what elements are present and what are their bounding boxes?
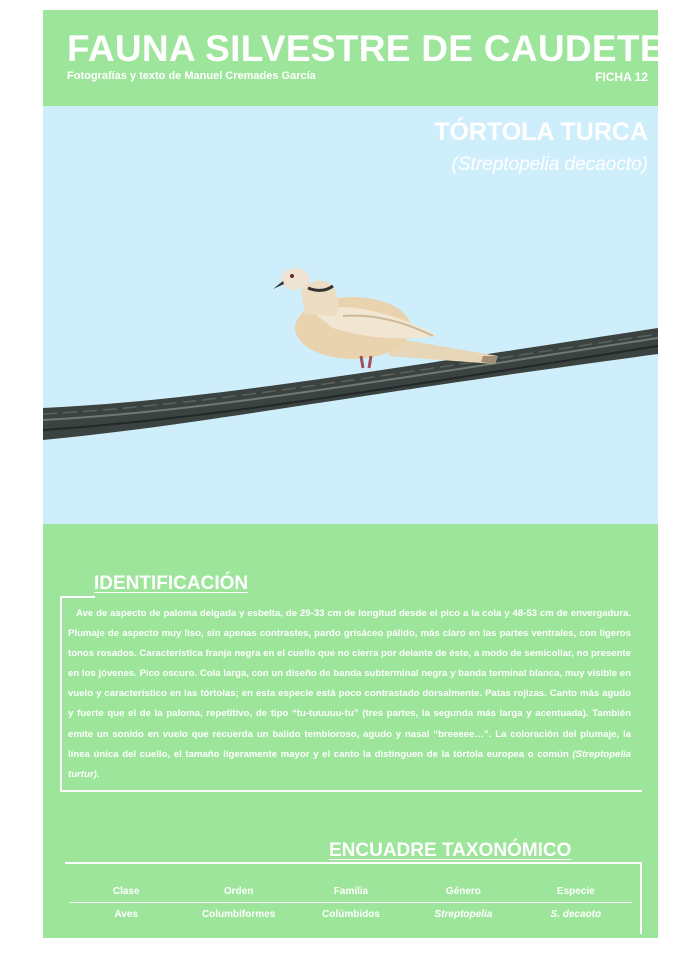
taxonomy-header-genus: Género (445, 886, 481, 897)
taxonomy-heading: ENCUADRE TAXONÓMICO (329, 840, 572, 861)
species-scientific-name: (Streptopelia decaocto) (451, 154, 648, 175)
taxonomy-header-family: Familia (333, 886, 369, 897)
sheet-number: FICHA 12 (595, 70, 648, 84)
author-credit: Fotografías y texto de Manuel Cremades García (67, 70, 316, 82)
identification-text (68, 604, 631, 785)
bird-photo (43, 106, 658, 524)
identification-heading: IDENTIFICACIÓN (94, 573, 249, 594)
sheet-title: FAUNA SILVESTRE DE CAUDETE (67, 28, 665, 69)
fauna-sheet (43, 10, 665, 938)
taxonomy-header-species: Especie (556, 886, 595, 897)
taxonomy-header-class: Clase (112, 886, 140, 897)
identification-related-species: (Streptopelia turtur) (68, 748, 631, 780)
taxonomy-value-species: S. decaoto (550, 909, 602, 920)
taxonomy-value-row (70, 903, 632, 927)
species-common-name: TÓRTOLA TURCA (434, 118, 648, 146)
taxonomy-header-row (70, 882, 632, 903)
taxonomy-table (70, 882, 632, 927)
sheet-header (43, 10, 665, 106)
taxonomy-value-genus: Streptopelia (434, 909, 493, 920)
identification-frame-top-rule (60, 596, 95, 598)
taxonomy-value-class: Aves (114, 909, 138, 920)
identification-body: Ave de aspecto de paloma delgada y esbelta, de 29-33 cm de longitud desde el pico a la cola y 48-53 cm de envergadura. Plumaje de aspecto muy liso, sin apenas contrastes, pardo grisáceo pálido, más claro en las partes ventrales, con ligeros tonos rosados. Característica franja negra en el cuello que no cierra por delante de éste, a modo de semicollar, no presente en los jóvenes. Pico oscuro. Cola larga, con un diseño de banda subterminal negra y banda terminal blanca, muy visible en vuelo y característico en las tórtolas; en esta especie está poco contrastado dorsalmente. Patas rojizas. Canto más agudo y fuerte que el de la paloma, repetitivo, de tipo “tu-tuuuuu-tu” (tres partes, la segunda más larga y acentuada). También emite un sonido en vuelo que recuerda un balido tembloroso, agudo y nasal “breeeee…”. La coloración del plumaje, la línea única del cuello, el tamaño ligeramente mayor y el canto la distinguen de la tórtola europea o común (68, 608, 632, 760)
identification-end: . (96, 768, 100, 780)
taxonomy-value-order: Columbiformes (201, 909, 276, 920)
taxonomy-header-order: Orden (223, 886, 254, 897)
taxonomy-value-family: Colúmbidos (322, 909, 380, 920)
